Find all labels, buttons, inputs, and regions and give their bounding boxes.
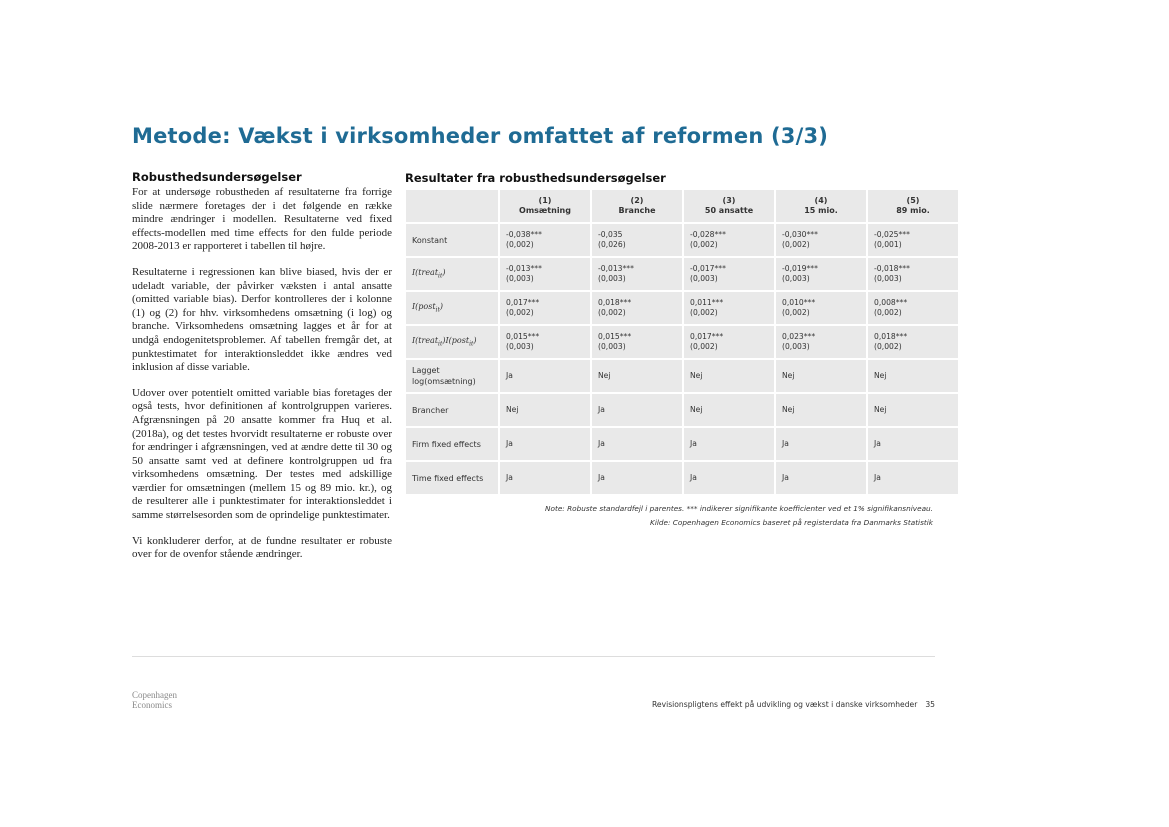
table-cell xyxy=(684,258,774,290)
cell-std-error: (0,003) xyxy=(782,342,810,351)
row-label: Time fixed effects xyxy=(406,462,498,494)
col-header-4: (4) 15 mio. xyxy=(776,190,866,222)
table-cell xyxy=(592,428,682,460)
cell-value: Ja xyxy=(874,472,881,482)
table-row xyxy=(406,224,958,256)
table-row xyxy=(406,394,958,426)
cell-value: Nej xyxy=(690,370,703,380)
table-cell xyxy=(592,326,682,358)
table-cell xyxy=(500,394,590,426)
cell-std-error: (0,002) xyxy=(506,240,534,249)
table-cell xyxy=(500,360,590,392)
cell-value: Ja xyxy=(782,438,789,448)
cell-std-error: (0,003) xyxy=(782,274,810,283)
table-cell xyxy=(868,292,958,324)
note-text: Note: Robuste standardfejl i parentes. *** indikerer signifikante koefficienter ved et 1% signifikansniveau. xyxy=(545,504,933,513)
cell-value: Nej xyxy=(782,370,795,380)
section-heading: Robusthedsundersøgelser xyxy=(132,170,302,184)
paragraph: Vi konkluderer derfor, at de fundne resultater er robuste over for de ovenfor stående ændringer. xyxy=(132,534,392,561)
table-cell xyxy=(684,394,774,426)
cell-std-error: (0,002) xyxy=(690,308,718,317)
cell-std-error: (0,003) xyxy=(506,274,534,283)
col-header-2: (2) Branche xyxy=(592,190,682,222)
row-label: Konstant xyxy=(406,224,498,256)
cell-value: Nej xyxy=(506,404,519,414)
cell-std-error: (0,003) xyxy=(506,342,534,351)
table-cell xyxy=(776,224,866,256)
table-cell xyxy=(684,428,774,460)
cell-value: -0,028*** xyxy=(690,229,726,239)
cell-value: -0,013*** xyxy=(598,263,634,273)
table-cell xyxy=(592,360,682,392)
cell-value: -0,035 xyxy=(598,229,623,239)
header-corner xyxy=(406,190,498,222)
cell-value: 0,023*** xyxy=(782,331,816,341)
table-cell xyxy=(500,462,590,494)
table-cell xyxy=(868,224,958,256)
cell-std-error: (0,003) xyxy=(598,274,626,283)
cell-value: Ja xyxy=(598,404,605,414)
cell-value: -0,018*** xyxy=(874,263,910,273)
table-row xyxy=(406,326,958,358)
table-cell xyxy=(776,428,866,460)
cell-value: 0,018*** xyxy=(874,331,908,341)
table-cell xyxy=(684,224,774,256)
cell-std-error: (0,003) xyxy=(598,342,626,351)
table-cell xyxy=(776,360,866,392)
table-cell xyxy=(868,394,958,426)
table-cell xyxy=(868,360,958,392)
table-cell xyxy=(684,360,774,392)
cell-value: -0,025*** xyxy=(874,229,910,239)
table-cell xyxy=(868,428,958,460)
company-logo: Copenhagen Economics xyxy=(132,690,177,710)
table-cell xyxy=(592,462,682,494)
table-cell xyxy=(500,224,590,256)
source-text: Kilde: Copenhagen Economics baseret på registerdata fra Danmarks Statistik xyxy=(650,518,933,527)
left-text-column xyxy=(132,170,392,574)
cell-std-error: (0,001) xyxy=(874,240,902,249)
cell-std-error: (0,002) xyxy=(690,342,718,351)
cell-value: 0,015*** xyxy=(598,331,632,341)
cell-value: Nej xyxy=(874,404,887,414)
table-cell xyxy=(684,292,774,324)
table-cell xyxy=(776,326,866,358)
table-row xyxy=(406,428,958,460)
cell-value: 0,015*** xyxy=(506,331,540,341)
table-cell xyxy=(500,428,590,460)
paragraph: For at undersøge robustheden af resultaterne fra forrige slide nærmere foretages der i det følgende en række mindre ændringer i modellen. Resultaterne ved fixed effects-modellen med time effects for den fulde periode 2008-2013 er rapporteret i tabellen til højre. xyxy=(132,186,392,253)
table-cell xyxy=(868,258,958,290)
page-title: Metode: Vækst i virksomheder omfattet af reformen (3/3) xyxy=(132,124,829,148)
table-cell xyxy=(592,258,682,290)
row-label: Firm fixed effects xyxy=(406,428,498,460)
cell-value: -0,038*** xyxy=(506,229,542,239)
cell-value: Ja xyxy=(598,438,605,448)
cell-value: Nej xyxy=(874,370,887,380)
table-row xyxy=(406,258,958,290)
cell-value: 0,010*** xyxy=(782,297,816,307)
footer-divider xyxy=(132,656,935,657)
row-label: I(treat$_{it}$)I(post$_{it}$) xyxy=(406,326,498,358)
table-cell xyxy=(868,326,958,358)
cell-std-error: (0,002) xyxy=(874,342,902,351)
table-row xyxy=(406,360,958,392)
table-cell xyxy=(868,462,958,494)
cell-value: Ja xyxy=(690,438,697,448)
table-row xyxy=(406,462,958,494)
cell-value: 0,017*** xyxy=(690,331,724,341)
cell-value: Nej xyxy=(690,404,703,414)
results-table xyxy=(404,188,960,496)
row-label: Brancher xyxy=(406,394,498,426)
table-header-row xyxy=(406,190,958,222)
cell-value: Ja xyxy=(598,472,605,482)
col-header-5: (5) 89 mio. xyxy=(868,190,958,222)
cell-value: Ja xyxy=(506,472,513,482)
table-cell xyxy=(776,258,866,290)
page-number: 35 xyxy=(925,700,935,709)
table-cell xyxy=(684,326,774,358)
cell-std-error: (0,026) xyxy=(598,240,626,249)
row-label: I(post$_{it}$) xyxy=(406,292,498,324)
col-header-1: (1) Omsætning xyxy=(500,190,590,222)
cell-value: 0,011*** xyxy=(690,297,724,307)
cell-std-error: (0,002) xyxy=(690,240,718,249)
cell-std-error: (0,002) xyxy=(782,308,810,317)
cell-value: Nej xyxy=(598,370,611,380)
table-cell xyxy=(500,258,590,290)
cell-value: -0,017*** xyxy=(690,263,726,273)
table-cell xyxy=(592,224,682,256)
cell-value: 0,018*** xyxy=(598,297,632,307)
table-cell xyxy=(776,462,866,494)
paragraph: Udover over potentielt omitted variable bias foretages der også tests, hvor definitionen af kontrolgruppen varieres. Afgrænsningen på 20 ansatte kommer fra Huq et al. (2018a), og det testes hvorvidt resultaterne er robuste over for ændringer i afgrænsningen, ved at ændre dette til 30 og 50 ansatte samt ved at definere kontrolgruppen ud fra virksomhedens omsætning. Der testes med adskillige værdier for omsætningen (mellem 15 og 89 mio. kr.), og de resulterer alle i punktestimater for interaktionsleddet i samme størrelsesorden som de oprindelige punktestimater. xyxy=(132,386,392,522)
cell-value: 0,008*** xyxy=(874,297,908,307)
cell-value: Ja xyxy=(506,438,513,448)
table-cell xyxy=(592,292,682,324)
table-cell xyxy=(592,394,682,426)
cell-std-error: (0,003) xyxy=(690,274,718,283)
cell-value: Ja xyxy=(506,370,513,380)
cell-std-error: (0,002) xyxy=(598,308,626,317)
table-footnote xyxy=(405,502,933,530)
col-header-3: (3) 50 ansatte xyxy=(684,190,774,222)
table-row xyxy=(406,292,958,324)
paragraph: Resultaterne i regressionen kan blive biased, hvis der er udeladt variable, der påvirker væksten i antal ansatte (omitted variable bias). Derfor kontrolleres der i kolonne (1) og (2) for hhv. virksomhedens omsætning (i log) og branche. Virksomhedens omsætning lagges et år for at undgå endogenitetsproblemer. Af tabellen fremgår det, at punktestimatet for interaktionsleddet ikke ændres ved inklusion af disse variable. xyxy=(132,265,392,374)
table-cell xyxy=(500,292,590,324)
row-label: Lagget log(omsætning) xyxy=(406,360,498,392)
footer-text: Revisionspligtens effekt på udvikling og vækst i danske virksomheder xyxy=(652,700,918,709)
row-label: I(treat$_{it}$) xyxy=(406,258,498,290)
table-cell xyxy=(776,292,866,324)
cell-std-error: (0,003) xyxy=(874,274,902,283)
table-cell xyxy=(500,326,590,358)
table-cell xyxy=(684,462,774,494)
cell-value: Ja xyxy=(874,438,881,448)
cell-value: Ja xyxy=(690,472,697,482)
table-heading: Resultater fra robusthedsundersøgelser xyxy=(405,171,666,185)
footer xyxy=(652,700,935,709)
cell-value: Ja xyxy=(782,472,789,482)
cell-std-error: (0,002) xyxy=(506,308,534,317)
cell-std-error: (0,002) xyxy=(874,308,902,317)
cell-value: -0,030*** xyxy=(782,229,818,239)
cell-value: -0,019*** xyxy=(782,263,818,273)
cell-value: -0,013*** xyxy=(506,263,542,273)
cell-value: 0,017*** xyxy=(506,297,540,307)
cell-std-error: (0,002) xyxy=(782,240,810,249)
table-cell xyxy=(776,394,866,426)
cell-value: Nej xyxy=(782,404,795,414)
